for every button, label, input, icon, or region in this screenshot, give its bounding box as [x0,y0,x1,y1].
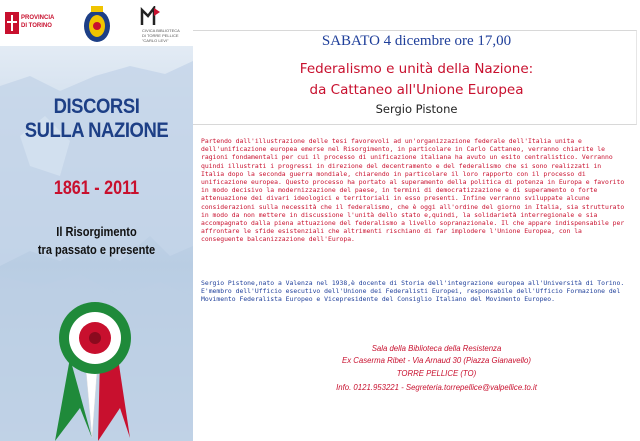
poster-years: 1861 - 2011 [53,178,140,199]
library-logo-text-1: CIVICA BIBLIOTECA [142,28,180,33]
poster-subtitle [14,223,178,259]
event-abstract: Partendo dall'illustrazione delle tesi favorevoli ad un'organizzazione federale dell'Italia unita e dell'unificazione europea emerse nel Risorgimento, in particolare in Carlo Cattaneo, verranno chiarite le ragioni fondamentali per cui il processo di unificazione italiana ha avuto un esito centralistico. Verranno quindi illustrati i progressi in direzione del decentramento e del federalismo che si sono realizzati in Italia dopo la seconda guerra mondiale, chiarendo in particolare il loro rapporto con il processo di unificazione europea. Questo processo ha portato al superamento della politica di potenza in Europa e favorito in modo decisivo la modernizzazione del paese, in termini di democratizzazione e di superamento o forte attenuazione dei divari ideologici e territoriali in esso presenti. Infine verranno sviluppate alcune considerazioni sulla necessità che il federalismo, che è oggi all'ordine del giorno in Italia, sia strutturato in modo da non mettere in discussione l'unità dello stato e,quindi, la solidarietà interregionale e sia accompagnato dalla piena attuazione del federalismo a livello sopranazionale. Il che appare indispensabile per affrontare le sfide esistenziali che altrimenti rischiano di far implodere l'Unione Europea, con la conseguente balcanizzazione dell'Europa. [201,137,625,244]
library-emblem-icon [140,6,162,26]
speaker-name: Sergio Pistone [375,102,458,116]
poster-title-line-1: DISCORSI [53,95,140,118]
venue-city: TORRE PELLICE (TO) [396,369,477,378]
contact-info[interactable]: Info. 0121.953221 - Segreteria.torrepellice@valpellice.to.it [336,383,537,392]
library-logo-text-3: "CARLO LEVI" [142,38,169,43]
province-logo-text-1: PROVINCIA [21,15,55,21]
event-date: SABATO 4 dicembre ore 17,00 [321,33,512,49]
event-announcement [193,0,640,441]
province-logo [5,12,57,34]
poster-title [12,95,182,143]
poster-subtitle-line-1: Il Risorgimento [56,224,137,239]
province-flag-icon [5,12,19,34]
event-title-line-1: Federalismo e unità della Nazione: [299,61,534,77]
province-logo-text-2: DI TORINO [21,23,52,29]
speaker-bio: Sergio Pistone,nato a Valenza nel 1938,è docente di Storia dell'integrazione europea all'Università di Torino. E'membro dell'Ufficio esecutivo dell'Unione dei Federalisti Europei, responsabile dell'Ufficio Formazione del Movimento Federalista Europeo e Vicepresidente del Consiglio Italiano del Movimento Europeo. [201,279,625,304]
poster-panel [0,0,193,441]
library-logo [140,6,190,44]
venue-address: Ex Caserma Ribet - Via Arnaud 30 (Piazza Gianavello) [342,356,531,365]
coat-of-arms-icon [80,4,114,44]
logo-strip [0,0,193,46]
poster-subtitle-line-2: tra passato e presente [37,242,156,257]
venue-name: Sala della Biblioteca della Resistenza [371,344,502,353]
event-title-line-2: da Cattaneo all'Unione Europea [309,82,524,98]
poster-title-line-2: SULLA NAZIONE [24,119,169,142]
tricolor-cockade-icon [40,298,150,441]
library-logo-text-2: DI TORRE PELLICE [142,33,179,38]
